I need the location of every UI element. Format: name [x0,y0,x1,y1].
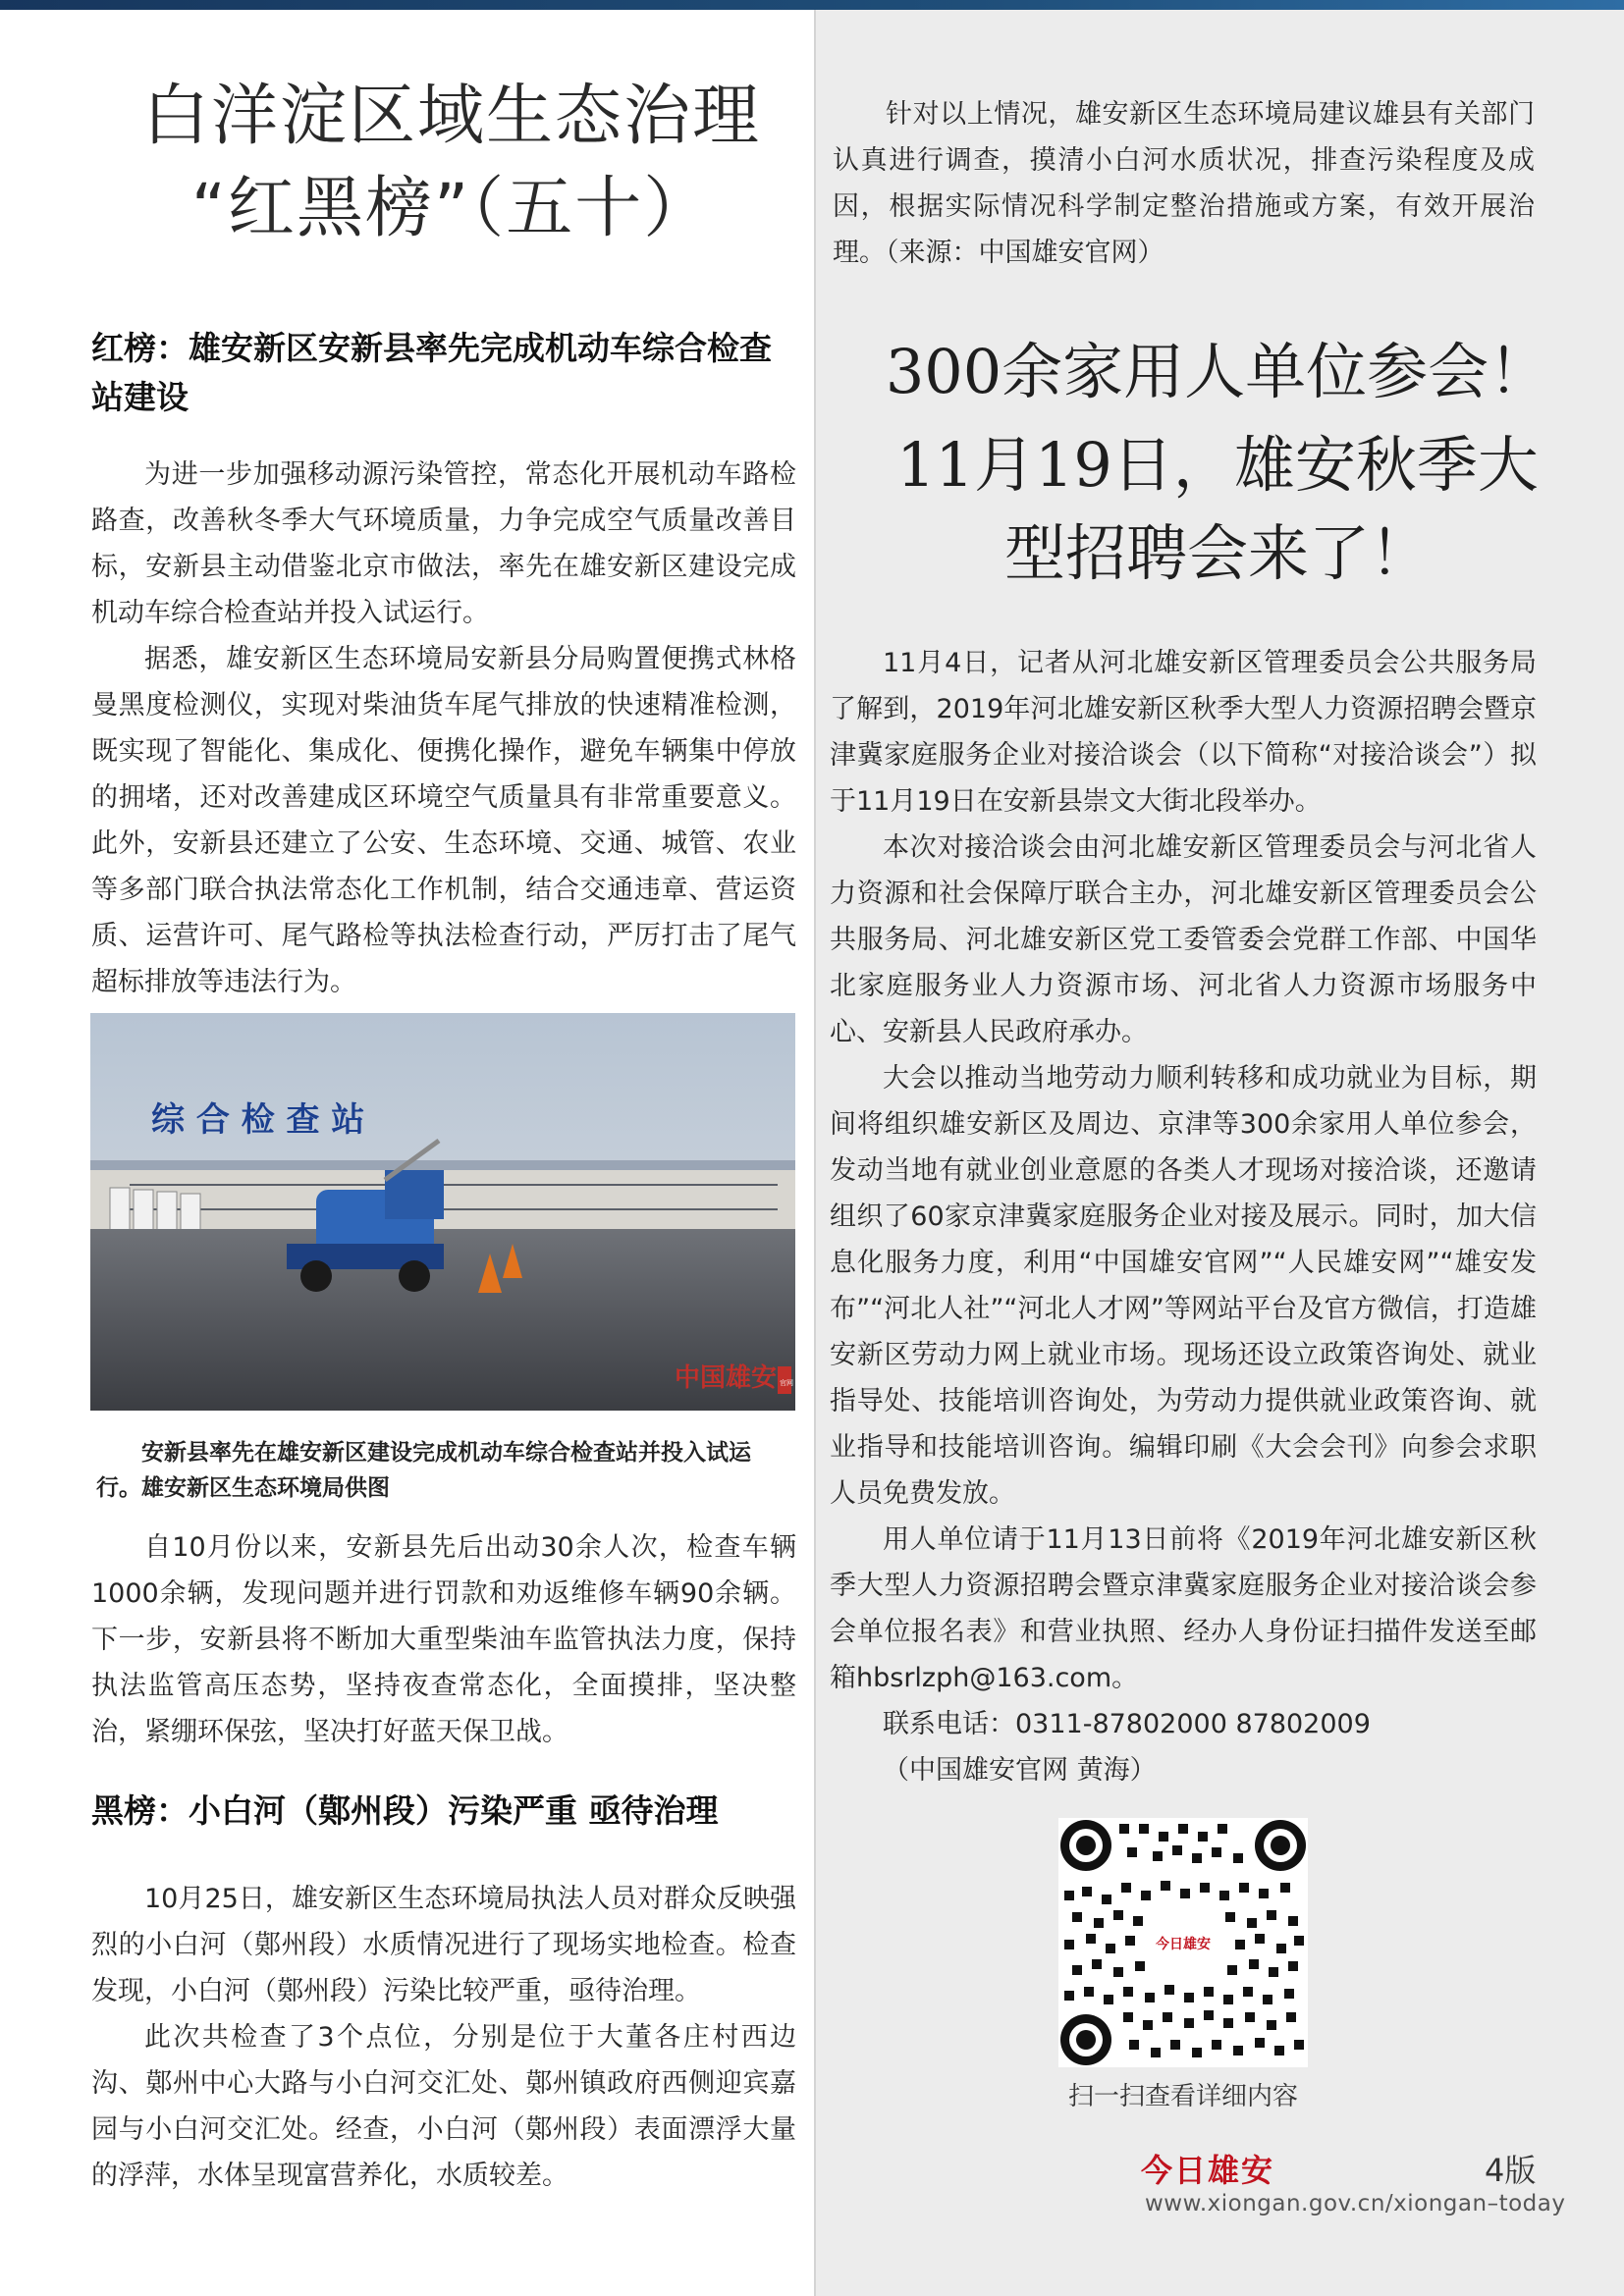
photo-caption: 安新县率先在雄安新区建设完成机动车综合检查站并投入试运行。雄安新区生态环境局供图 [96,1439,751,1501]
footer-url[interactable]: www.xiongan.gov.cn/xiongan–today [1145,2191,1566,2216]
paragraph: 自10月份以来，安新县先后出动30余人次，检查车辆1000余辆，发现问题并进行罚款和劝返维修车辆90余辆。下一步，安新县将不断加大重型柴油车监管执法力度，保持执法监管高压态势，坚持夜查常态化，全面摸排，坚决整治，紧绷环保弦，坚决打好蓝天保卫战。 [91,1532,796,1747]
paragraph: 11月4日，记者从河北雄安新区管理委员会公共服务局了解到，2019年河北雄安新区秋季大型人力资源招聘会暨京津冀家庭服务企业对接洽谈会（以下简称“对接洽谈会”）拟于11月19日在安新县崇文大街北段举办。 [830,648,1537,817]
paragraph: （中国雄安官网 黄海） [883,1755,1157,1786]
paragraph: 为进一步加强移动源污染管控，常态化开展机动车路检路查，改善秋冬季大气环境质量，力争完成空气质量改善目标，安新县主动借鉴北京市做法，率先在雄安新区建设完成机动车综合检查站并投入试运行。 [91,459,796,628]
qr-code[interactable] [1058,1818,1308,2067]
station-sign-text: 综 合 检 查 站 [151,1100,365,1140]
left-title-line-2: “红黑榜”（五十） [190,170,713,247]
svg-text:官网: 官网 [780,1379,793,1387]
right-top-paragraph [833,91,1535,276]
qr-center-label: 今日雄安 [1156,1937,1211,1952]
page-number: 4版 [1485,2152,1537,2189]
right-title-line-2: 11月19日，雄安秋季大 [896,429,1539,501]
paragraph: 据悉，雄安新区生态环境局安新县分局购置便携式林格曼黑度检测仪，实现对柴油货车尾气排放的快速精准检测，既实现了智能化、集成化、便携化操作，避免车辆集中停放的拥堵，还对改善建成区环境空气质量具有非常重要意义。此外，安新县还建立了公安、生态环境、交通、城管、农业等多部门联合执法常态化工作机制，结合交通违章、营运资质、运营许可、尾气路检等执法检查行动，严厉打击了尾气超标排放等违法行为。 [91,644,796,997]
top-color-bar [0,0,1624,10]
qr-caption: 扫一扫查看详细内容 [1067,2082,1298,2111]
red-list-heading: 红榜：雄安新区安新县率先完成机动车综合检查站建设 [91,329,772,416]
right-title-line-1: 300余家用人单位参会！ [885,336,1550,407]
black-list-heading: 黑榜：小白河（鄚州段）污染严重 亟待治理 [91,1791,719,1830]
footer-logo: 今日雄安 [1141,2152,1275,2189]
after-photo-body [91,1524,796,1755]
red-list-body [91,452,796,1005]
station-sign [151,1100,364,1140]
inspection-station-photo [90,1013,795,1411]
black-list-body [91,1876,796,2199]
svg-text:中国雄安: 中国雄安 [675,1363,778,1393]
left-title-line-1: 白洋淀区域生态治理 [141,78,761,155]
right-article-body [830,640,1537,1793]
paragraph: 大会以推动当地劳动力顺利转移和成功就业为目标，期间将组织雄安新区及周边、京津等300余家用人单位参会，发动当地有就业创业意愿的各类人才现场对接洽谈，还邀请组织了60家京津冀家庭服务企业对接及展示。同时，加大信息化服务力度，利用“中国雄安官网”“人民雄安网”“雄安发布”“河北人社”“河北人才网”等网站平台及官方微信，打造雄安新区劳动力网上就业市场。现场还设立政策咨询处、就业指导处、技能培训咨询处，为劳动力提供就业政策咨询、就业指导和技能培训咨询。编辑印刷《大会会刊》向参会求职人员免费发放。 [830,1063,1537,1509]
paragraph: 联系电话：0311-87802000 87802009 [883,1709,1371,1739]
paragraph: 本次对接洽谈会由河北雄安新区管理委员会与河北省人力资源和社会保障厅联合主办，河北雄安新区管理委员会公共服务局、河北雄安新区党工委管委会党群工作部、中国华北家庭服务业人力资源市场、河北省人力资源市场服务中心、安新县人民政府承办。 [830,832,1537,1047]
paragraph: 用人单位请于11月13日前将《2019年河北雄安新区秋季大型人力资源招聘会暨京津冀家庭服务企业对接洽谈会参会单位报名表》和营业执照、经办人身份证扫描件发送至邮箱hbsrlzph@163.com。 [830,1524,1537,1693]
paragraph: 此次共检查了3个点位，分别是位于大董各庄村西边沟、鄚州中心大路与小白河交汇处、鄚州镇政府西侧迎宾嘉园与小白河交汇处。经查，小白河（鄚州段）表面漂浮大量的浮萍，水体呈现富营养化，水质较差。 [91,2022,796,2191]
watermark-logo [675,1362,793,1394]
paragraph: 10月25日，雄安新区生态环境局执法人员对群众反映强烈的小白河（鄚州段）水质情况进行了现场实地检查。检查发现，小白河（鄚州段）污染比较严重，亟待治理。 [91,1884,796,2006]
right-title-line-3: 型招聘会来了！ [1003,517,1431,589]
paragraph: 针对以上情况，雄安新区生态环境局建议雄县有关部门认真进行调查，摸清小白河水质状况，排查污染程度及成因，根据实际情况科学制定整治措施或方案，有效开展治理。（来源：中国雄安官网） [833,99,1535,268]
